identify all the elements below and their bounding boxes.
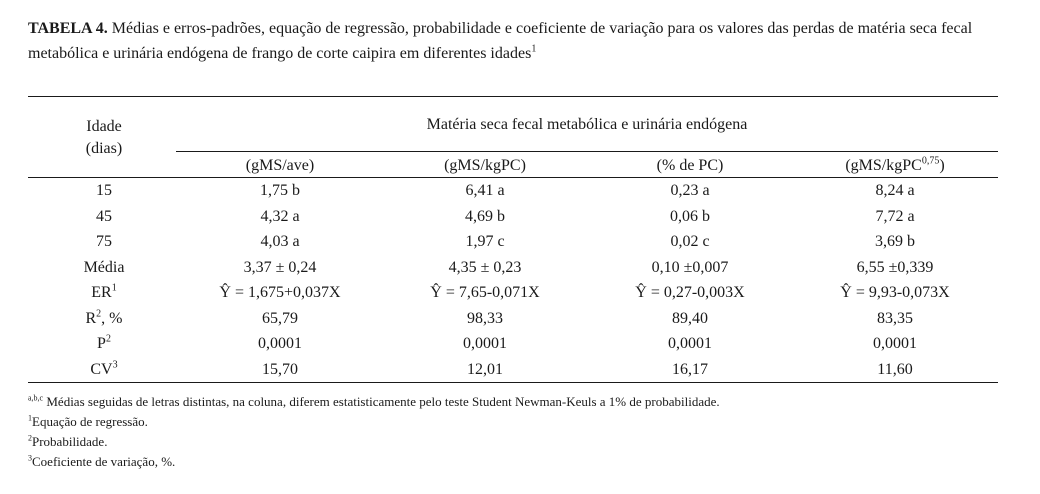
header-idade (86, 116, 122, 160)
header-bottom-rule (28, 177, 998, 178)
table-cell: 16,17 (672, 361, 708, 378)
table-caption (28, 16, 1012, 66)
table-cell: 6,55 ±0,339 (856, 259, 934, 276)
table-cell: Ŷ = 7,65-0,071X (430, 284, 540, 301)
table-cell: 4,32 a (260, 208, 300, 225)
header-unit-1: (gMS/ave) (245, 157, 315, 174)
table-cell: 3,37 ± 0,24 (243, 259, 317, 276)
header-unit-2: (gMS/kgPC) (444, 157, 526, 174)
table-cell: 1,75 b (260, 182, 300, 199)
bottom-rule (28, 382, 998, 383)
table-cell: 98,33 (467, 310, 503, 327)
footnote: $^3$Coeficiente de variação, %. (28, 453, 176, 469)
table-cell: Ŷ = 1,675+0,037X (219, 284, 341, 301)
header-idade-line1: Idade (86, 118, 122, 135)
row-label: $CV^3$ (90, 359, 118, 378)
row-label: 15 (96, 182, 112, 199)
table-cell: 0,0001 (668, 335, 712, 352)
caption-sup: 1 (531, 43, 537, 55)
footnote: $^{a,b,c}$ Médias seguidas de letras distintas, na coluna, diferem estatisticamente pelo teste Student Newman-Keuls a 1% de probabilidade. (28, 393, 720, 409)
table-cell: 0,0001 (463, 335, 507, 352)
header-group: Matéria seca fecal metabólica e urinária endógena (426, 116, 748, 133)
row-label: 75 (96, 233, 112, 250)
table-cell: 7,72 a (875, 208, 915, 225)
table-cell: 8,24 a (875, 182, 915, 199)
caption-text: Médias e erros-padrões, equação de regressão, probabilidade e coeficiente de variação para os valores das perdas de matéria seca fecal metabólica e urinária endógena de frango de corte caipira em diferentes idades (28, 20, 973, 62)
row-label: $R^2$, % (85, 308, 123, 327)
table-cell: 4,03 a (260, 233, 300, 250)
table-cell: 0,23 a (670, 182, 710, 199)
table-cell: 6,41 a (465, 182, 505, 199)
table-cell: 12,01 (467, 361, 503, 378)
caption-label: TABELA 4. (28, 20, 108, 37)
table-cell: 1,97 c (465, 233, 505, 250)
table-cell: Ŷ = 0,27-0,003X (635, 284, 745, 301)
table-cell: 0,06 b (670, 208, 710, 225)
table-cell: 0,02 c (670, 233, 710, 250)
table-cell: 0,10 ±0,007 (651, 259, 729, 276)
top-rule (28, 96, 998, 97)
footnote: $^2$Probabilidade. (28, 433, 108, 449)
header-idade-line2: (dias) (85, 140, 123, 157)
table-cell: 4,69 b (465, 208, 505, 225)
row-label: $P^2$ (97, 333, 111, 352)
table-cell: 83,35 (877, 310, 913, 327)
table-cell: 89,40 (672, 310, 708, 327)
table-cell: 65,79 (262, 310, 298, 327)
table-cell: 15,70 (262, 361, 298, 378)
footnote: $^1$Equação de regressão. (28, 413, 148, 429)
table-cell: 11,60 (877, 361, 913, 378)
table-cell: 4,35 ± 0,23 (448, 259, 522, 276)
header-unit-4: (gMS/kgPC$^{0,75}$) (845, 155, 945, 174)
row-label: $ER^1$ (91, 282, 117, 301)
table-cell: 3,69 b (875, 233, 915, 250)
row-label: Média (83, 259, 125, 276)
header-unit-3: (% de PC) (656, 157, 724, 174)
table-cell: 0,0001 (873, 335, 917, 352)
group-rule (176, 151, 998, 152)
row-label: 45 (96, 208, 112, 225)
table-cell: Ŷ = 9,93-0,073X (840, 284, 950, 301)
table-cell: 0,0001 (258, 335, 302, 352)
